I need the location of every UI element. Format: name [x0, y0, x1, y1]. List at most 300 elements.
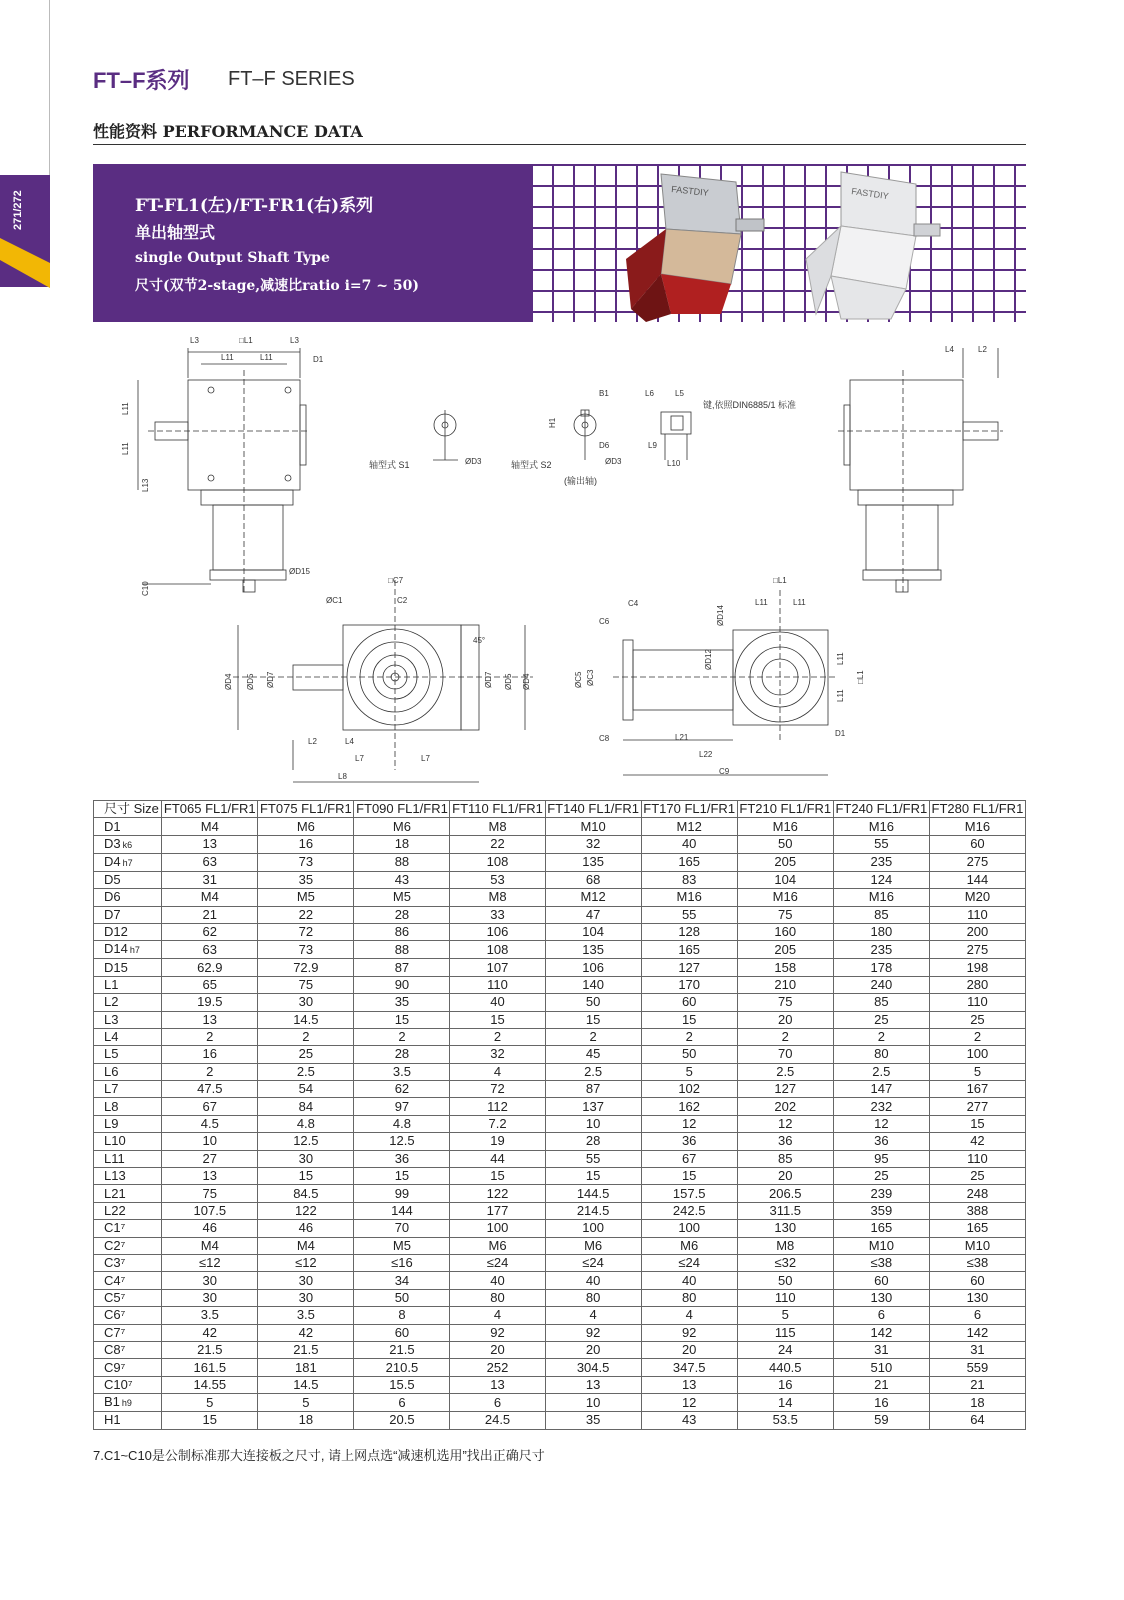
label-l11-b: L11 — [260, 353, 273, 362]
table-cell: 115 — [737, 1324, 833, 1341]
table-cell: 15 — [354, 1011, 450, 1028]
table-cell: 12 — [737, 1115, 833, 1132]
table-cell: 177 — [450, 1202, 545, 1219]
table-cell: 142 — [929, 1324, 1025, 1341]
row-label — [94, 923, 162, 940]
table-cell: M16 — [737, 818, 833, 835]
table-row — [94, 1115, 1026, 1132]
table-cell: 4.8 — [258, 1115, 354, 1132]
row-label — [94, 1046, 162, 1063]
label-l21: L21 — [675, 733, 689, 742]
table-cell: 30 — [162, 1289, 258, 1306]
table-cell: 165 — [929, 1220, 1025, 1237]
section-title: 性能资料 PERFORMANCE DATA — [93, 122, 363, 141]
row-name: C10⁷ — [104, 1376, 133, 1392]
row-label — [94, 835, 162, 853]
table-cell: M6 — [545, 1237, 641, 1254]
table-cell: 31 — [162, 871, 258, 888]
label-d3-s1: ØD3 — [465, 457, 482, 466]
table-cell: 20 — [545, 1341, 641, 1358]
row-name: D7 — [104, 906, 121, 922]
table-cell: M4 — [162, 818, 258, 835]
row-label — [94, 1133, 162, 1150]
label-c3: ØC3 — [586, 669, 595, 686]
table-cell: M12 — [641, 818, 737, 835]
label-c10: C10 — [141, 581, 150, 596]
table-cell: 87 — [354, 959, 450, 976]
label-output-shaft: (输出轴) — [564, 476, 597, 486]
table-cell: M16 — [833, 818, 929, 835]
label-l1-square: □L1 — [239, 336, 253, 345]
table-cell: 144 — [354, 1202, 450, 1219]
table-cell: 206.5 — [737, 1185, 833, 1202]
table-cell: 30 — [258, 1289, 354, 1306]
row-label — [94, 1412, 162, 1429]
table-cell: M5 — [258, 889, 354, 906]
table-cell: 97 — [354, 1098, 450, 1115]
row-name: C4⁷ — [104, 1272, 126, 1288]
table-cell: 75 — [737, 906, 833, 923]
table-cell: 124 — [833, 871, 929, 888]
table-cell: 32 — [450, 1046, 545, 1063]
table-cell: 10 — [545, 1115, 641, 1132]
row-tolerance: h9 — [121, 1398, 132, 1409]
table-cell: 35 — [258, 871, 354, 888]
table-cell: 30 — [258, 1272, 354, 1289]
table-cell: 252 — [450, 1359, 545, 1376]
table-cell: 2 — [929, 1028, 1025, 1045]
table-cell: 92 — [545, 1324, 641, 1341]
series-title-en: FT–F SERIES — [228, 68, 355, 90]
label-b1: B1 — [599, 389, 609, 398]
page-range: 271/272 — [12, 190, 24, 230]
label-l11-v2: L11 — [121, 442, 130, 455]
header-model: FT110 FL1/FR1 — [450, 801, 545, 818]
row-name: D6 — [104, 889, 121, 905]
table-cell: 13 — [641, 1376, 737, 1393]
table-cell: 21.5 — [354, 1341, 450, 1358]
table-cell: 14.5 — [258, 1376, 354, 1393]
table-cell: 80 — [833, 1046, 929, 1063]
table-cell: 8 — [354, 1307, 450, 1324]
row-label — [94, 994, 162, 1011]
gearbox-photos — [531, 164, 1026, 322]
table-cell: 15 — [258, 1168, 354, 1185]
row-name: D4 — [104, 853, 121, 869]
label-d7: ØD7 — [266, 671, 275, 688]
table-cell: 200 — [929, 923, 1025, 940]
table-cell: 2 — [162, 1028, 258, 1045]
table-row — [94, 818, 1026, 835]
table-cell: 87 — [545, 1081, 641, 1098]
table-cell: 44 — [450, 1150, 545, 1167]
table-cell: 7.2 — [450, 1115, 545, 1132]
table-cell: 40 — [545, 1272, 641, 1289]
table-cell: 59 — [833, 1412, 929, 1429]
table-cell: 15.5 — [354, 1376, 450, 1393]
table-cell: 5 — [162, 1394, 258, 1412]
table-cell: 110 — [737, 1289, 833, 1306]
label-l2-b: L2 — [308, 737, 317, 746]
table-cell: 127 — [737, 1081, 833, 1098]
table-cell: 2.5 — [258, 1063, 354, 1080]
table-cell: 67 — [162, 1098, 258, 1115]
table-cell: M16 — [929, 818, 1025, 835]
table-cell: 6 — [833, 1307, 929, 1324]
row-label — [94, 1115, 162, 1132]
label-l11-f: L11 — [836, 689, 845, 702]
table-cell: 35 — [354, 994, 450, 1011]
table-cell: 43 — [354, 871, 450, 888]
table-cell: 15 — [641, 1168, 737, 1185]
row-name: L11 — [104, 1150, 125, 1166]
table-cell: 16 — [737, 1376, 833, 1393]
table-cell: 12 — [641, 1394, 737, 1412]
table-cell: 160 — [737, 923, 833, 940]
table-cell: 100 — [450, 1220, 545, 1237]
row-name: B1 — [104, 1394, 120, 1410]
table-cell: 108 — [450, 941, 545, 959]
row-name: C6⁷ — [104, 1307, 126, 1323]
row-label — [94, 1028, 162, 1045]
row-label — [94, 1011, 162, 1028]
table-cell: 20 — [641, 1341, 737, 1358]
table-cell: 50 — [354, 1289, 450, 1306]
table-cell: 36 — [641, 1133, 737, 1150]
table-cell: 232 — [833, 1098, 929, 1115]
table-cell: 198 — [929, 959, 1025, 976]
table-cell: 60 — [354, 1324, 450, 1341]
label-l11-e: L11 — [836, 652, 845, 665]
table-cell: 36 — [354, 1150, 450, 1167]
table-cell: 559 — [929, 1359, 1025, 1376]
table-row — [94, 871, 1026, 888]
row-name: C3⁷ — [104, 1255, 126, 1271]
row-label — [94, 1168, 162, 1185]
table-cell: 388 — [929, 1202, 1025, 1219]
table-cell: 60 — [929, 835, 1025, 853]
table-cell: 14.55 — [162, 1376, 258, 1393]
table-row — [94, 1150, 1026, 1167]
label-c7-square: □C7 — [388, 576, 404, 585]
row-name: D15 — [104, 959, 128, 975]
table-cell: 4 — [545, 1307, 641, 1324]
table-cell: 50 — [641, 1046, 737, 1063]
row-label — [94, 1220, 162, 1237]
table-cell: 16 — [833, 1394, 929, 1412]
table-cell: 12 — [641, 1115, 737, 1132]
table-cell: 2.5 — [833, 1063, 929, 1080]
label-l11: L11 — [221, 353, 234, 362]
table-cell: 40 — [450, 1272, 545, 1289]
row-name: L6 — [104, 1063, 119, 1079]
table-cell: 73 — [258, 853, 354, 871]
table-cell: 181 — [258, 1359, 354, 1376]
row-label — [94, 889, 162, 906]
table-row — [94, 1307, 1026, 1324]
table-cell: 4.8 — [354, 1115, 450, 1132]
table-cell: 15 — [450, 1168, 545, 1185]
label-shaft-s1: 轴型式 S1 — [369, 460, 410, 470]
header-model: FT090 FL1/FR1 — [354, 801, 450, 818]
table-row — [94, 1237, 1026, 1254]
table-cell: 127 — [641, 959, 737, 976]
banner-text-panel — [93, 164, 531, 322]
table-cell: 242.5 — [641, 1202, 737, 1219]
brand-mark-right: FASTDIY — [850, 186, 890, 202]
table-cell: ≤32 — [737, 1254, 833, 1271]
row-name: C9⁷ — [104, 1359, 126, 1375]
table-cell: 30 — [162, 1272, 258, 1289]
table-cell: 2 — [354, 1028, 450, 1045]
table-cell: 53.5 — [737, 1412, 833, 1429]
row-name: L7 — [104, 1081, 119, 1097]
table-cell: 2 — [450, 1028, 545, 1045]
drawing-front-view-right — [838, 348, 1003, 595]
table-cell: 205 — [737, 941, 833, 959]
table-cell: 60 — [833, 1272, 929, 1289]
table-cell: M4 — [162, 889, 258, 906]
table-row — [94, 976, 1026, 993]
table-cell: 30 — [258, 994, 354, 1011]
label-d4-b: ØD4 — [522, 673, 531, 690]
table-cell: 31 — [929, 1341, 1025, 1358]
table-cell: ≤24 — [641, 1254, 737, 1271]
table-cell: 88 — [354, 853, 450, 871]
banner-dimension-note: 尺寸(双节2-stage,减速比ratio i=7 ~ 50) — [135, 278, 419, 294]
table-cell: 6 — [450, 1394, 545, 1412]
table-cell: 162 — [641, 1098, 737, 1115]
table-cell: 3.5 — [354, 1063, 450, 1080]
table-cell: 2.5 — [737, 1063, 833, 1080]
table-cell: 15 — [641, 1011, 737, 1028]
product-banner — [93, 164, 1026, 322]
table-row — [94, 1289, 1026, 1306]
table-cell: 510 — [833, 1359, 929, 1376]
row-tolerance: k6 — [122, 839, 133, 850]
table-cell: 2.5 — [545, 1063, 641, 1080]
label-l11-c: L11 — [755, 598, 768, 607]
table-cell: 280 — [929, 976, 1025, 993]
series-title-cn: FT–F系列 — [93, 68, 190, 93]
row-name: D12 — [104, 924, 128, 940]
label-l10: L10 — [667, 459, 681, 468]
row-name: L21 — [104, 1185, 126, 1201]
table-row — [94, 1341, 1026, 1358]
table-cell: 142 — [833, 1324, 929, 1341]
header-model: FT210 FL1/FR1 — [737, 801, 833, 818]
table-cell: 20 — [737, 1168, 833, 1185]
table-cell: 55 — [833, 835, 929, 853]
table-cell: 277 — [929, 1098, 1025, 1115]
row-label — [94, 941, 162, 959]
table-cell: 42 — [929, 1133, 1025, 1150]
table-cell: 347.5 — [641, 1359, 737, 1376]
label-c6: C6 — [599, 617, 610, 626]
table-row — [94, 1359, 1026, 1376]
table-cell: M16 — [737, 889, 833, 906]
table-cell: 80 — [450, 1289, 545, 1306]
table-cell: 28 — [545, 1133, 641, 1150]
row-name: L10 — [104, 1133, 126, 1149]
table-cell: 15 — [545, 1168, 641, 1185]
label-l2: L2 — [978, 345, 987, 354]
table-cell: 27 — [162, 1150, 258, 1167]
label-l8: L8 — [338, 772, 347, 781]
table-cell: M20 — [929, 889, 1025, 906]
table-cell: 13 — [545, 1376, 641, 1393]
label-l6: L6 — [645, 389, 654, 398]
row-name: L9 — [104, 1116, 119, 1132]
label-l13: L13 — [141, 478, 150, 492]
row-label — [94, 1272, 162, 1289]
table-cell: 2 — [162, 1063, 258, 1080]
table-cell: 18 — [258, 1412, 354, 1429]
table-cell: 2 — [641, 1028, 737, 1045]
table-cell: 210.5 — [354, 1359, 450, 1376]
table-cell: 2 — [258, 1028, 354, 1045]
table-cell: 18 — [354, 835, 450, 853]
table-cell: 62 — [354, 1081, 450, 1098]
table-cell: 130 — [929, 1289, 1025, 1306]
label-l3-right: L3 — [290, 336, 299, 345]
row-label — [94, 1185, 162, 1202]
table-cell: ≤12 — [162, 1254, 258, 1271]
table-cell: 130 — [833, 1289, 929, 1306]
table-cell: 104 — [737, 871, 833, 888]
table-cell: 19.5 — [162, 994, 258, 1011]
table-cell: 46 — [162, 1220, 258, 1237]
table-row — [94, 1046, 1026, 1063]
label-d14: ØD14 — [716, 605, 725, 626]
table-cell: 128 — [641, 923, 737, 940]
table-cell: M10 — [929, 1237, 1025, 1254]
table-cell: 165 — [641, 853, 737, 871]
table-cell: ≤16 — [354, 1254, 450, 1271]
table-cell: 20.5 — [354, 1412, 450, 1429]
label-d5-b: ØD5 — [504, 673, 513, 690]
row-name: D1 — [104, 818, 121, 834]
table-cell: 24 — [737, 1341, 833, 1358]
header-size: 尺寸 Size — [94, 801, 162, 818]
table-cell: 28 — [354, 1046, 450, 1063]
label-l22: L22 — [699, 750, 713, 759]
table-row — [94, 1185, 1026, 1202]
table-cell: 122 — [258, 1202, 354, 1219]
table-cell: 84.5 — [258, 1185, 354, 1202]
row-label — [94, 1150, 162, 1167]
table-cell: 60 — [929, 1272, 1025, 1289]
label-d1: D1 — [313, 355, 324, 364]
table-cell: 50 — [545, 994, 641, 1011]
table-cell: 2 — [737, 1028, 833, 1045]
table-cell: 102 — [641, 1081, 737, 1098]
table-cell: 240 — [833, 976, 929, 993]
table-cell: 108 — [450, 853, 545, 871]
label-45deg: 45° — [473, 636, 486, 645]
table-row — [94, 941, 1026, 959]
table-cell: 248 — [929, 1185, 1025, 1202]
table-cell: 5 — [737, 1307, 833, 1324]
table-cell: 110 — [450, 976, 545, 993]
label-c5: ØC5 — [574, 671, 583, 688]
row-name: C7⁷ — [104, 1324, 126, 1340]
table-cell: 25 — [833, 1011, 929, 1028]
row-tolerance: h7 — [129, 945, 140, 956]
table-cell: 25 — [833, 1168, 929, 1185]
table-cell: 30 — [258, 1150, 354, 1167]
table-row — [94, 1168, 1026, 1185]
table-row — [94, 994, 1026, 1011]
table-cell: 25 — [258, 1046, 354, 1063]
table-cell: 34 — [354, 1272, 450, 1289]
table-row — [94, 835, 1026, 853]
table-cell: 178 — [833, 959, 929, 976]
table-cell: 40 — [450, 994, 545, 1011]
dimension-table — [93, 800, 1026, 1430]
table-cell: 15 — [545, 1011, 641, 1028]
row-name: D14 — [104, 941, 128, 957]
row-label — [94, 853, 162, 871]
table-cell: 100 — [929, 1046, 1025, 1063]
table-cell: 15 — [450, 1011, 545, 1028]
gearbox-photo-silver — [806, 172, 940, 319]
table-cell: 24.5 — [450, 1412, 545, 1429]
table-cell: M16 — [641, 889, 737, 906]
row-label — [94, 976, 162, 993]
table-cell: 36 — [737, 1133, 833, 1150]
row-name: D5 — [104, 871, 121, 887]
table-header-row — [94, 801, 1026, 818]
table-cell: 170 — [641, 976, 737, 993]
label-key-note: 键,依照DIN6885/1 标准 — [703, 400, 797, 410]
banner-grid-panel — [531, 164, 1026, 322]
table-cell: 359 — [833, 1202, 929, 1219]
row-name: C1⁷ — [104, 1220, 126, 1236]
table-cell: 14.5 — [258, 1011, 354, 1028]
label-d3-s2: ØD3 — [605, 457, 622, 466]
row-label — [94, 1341, 162, 1358]
label-l5: L5 — [675, 389, 684, 398]
table-cell: 107.5 — [162, 1202, 258, 1219]
table-cell: 180 — [833, 923, 929, 940]
table-cell: 3.5 — [258, 1307, 354, 1324]
row-name: L4 — [104, 1029, 119, 1045]
table-cell: 4 — [641, 1307, 737, 1324]
table-cell: ≤38 — [929, 1254, 1025, 1271]
table-row — [94, 959, 1026, 976]
technical-drawings — [93, 330, 1026, 790]
label-d15: ØD15 — [289, 567, 310, 576]
banner-type-cn: 单出轴型式 — [135, 223, 216, 242]
table-cell: 50 — [737, 1272, 833, 1289]
table-cell: 47.5 — [162, 1081, 258, 1098]
row-label — [94, 1237, 162, 1254]
row-name: D3 — [104, 835, 121, 851]
table-cell: 95 — [833, 1150, 929, 1167]
row-name: L22 — [104, 1203, 126, 1218]
table-cell: 205 — [737, 853, 833, 871]
table-cell: M5 — [354, 1237, 450, 1254]
row-label — [94, 1081, 162, 1098]
table-cell: 83 — [641, 871, 737, 888]
table-cell: 62.9 — [162, 959, 258, 976]
table-cell: 85 — [737, 1150, 833, 1167]
row-label — [94, 959, 162, 976]
table-cell: 21 — [929, 1376, 1025, 1393]
table-cell: 5 — [929, 1063, 1025, 1080]
table-cell: 31 — [833, 1341, 929, 1358]
